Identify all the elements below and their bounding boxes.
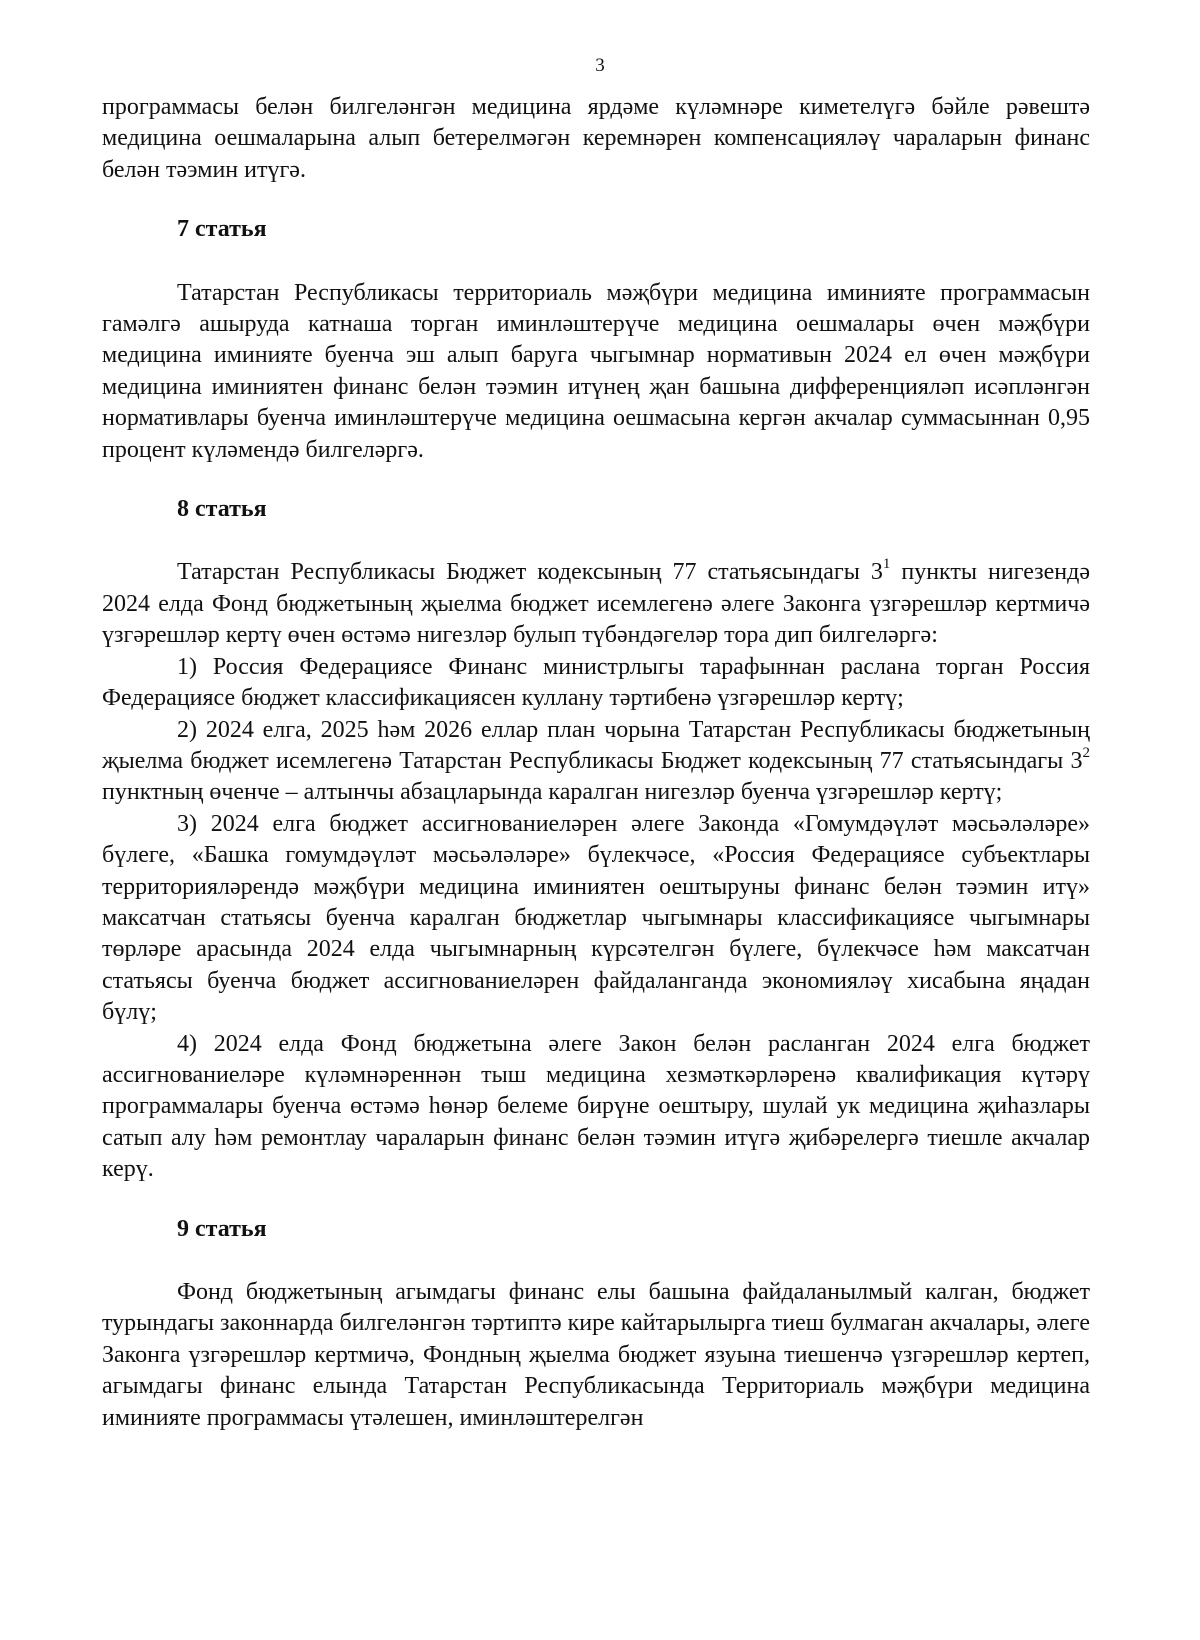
document-body [102,92,1090,1434]
article-8-item-2 [102,715,1090,809]
article-8-item-2-superscript: 2 [1082,744,1090,761]
article-8-item-4: 4) 2024 елда Фонд бюджетына әлеге Закон белән расланган 2024 елга бюджет ассигнованиеләре күләмнәреннән тыш медицина хезмәткәрләренә квалификация күтәрү программалары буенча өстәмә һөнәр белеме бирүне оештыру, шулай ук медицина җиһазлары сатып алу һәм ремонтлау чараларын финанс белән тәэмин итүгә җибәрелергә тиешле акчалар керү. [102,1030,1090,1183]
article-8-intro-text-cont: пункты нигезендә 2024 елда Фонд бюджетының җыелма бюджет исемлегенә әлеге Законга үзгәрешләр кертмичә үзгәрешләр кертү өчен өстәмә нигезләр булып түбәндәгеләр тора дип билгеләргә: [102,559,1090,649]
article-7-heading: 7 статья [177,216,267,243]
article-8-item-3: 3) 2024 елга бюджет ассигнованиеләрен әлеге Законда «Гомумдәүләт мәсьәләләре» бүлеге, «Башка гомумдәүләт мәсьәләләре» бүлекчәсе, «Россия Федерациясе субъектлары территорияләрендә мәҗбүри медицина иминиятен оештыруны финанс белән тәэмин итү» максатчан статьясы буенча каралган бюджетлар чыгымнары классификациясе чыгымнары төрләре арасында 2024 елда чыгымнарның күрсәтелгән бүлеге, бүлекчәсе һәм максатчан статьясы буенча бюджет ассигнованиеләрен файдаланганда экономияләү хисабына яңадан бүлү; [102,810,1090,1026]
article-8-item-2-text-cont: пунктның өченче – алтынчы абзацларында каралган нигезләр буенча үзгәрешләр кертү; [102,779,1003,806]
article-8-intro [102,557,1090,651]
article-9-heading: 9 статья [177,1215,267,1242]
article-7-paragraph: Татарстан Республикасы территориаль мәҗбүри медицина иминияте программасын гамәлгә ашыруда катнаша торган иминләштерүче медицина оешмалары өчен мәҗбүри медицина иминияте буенча эш алып баруга чыгымнар нормативын 2024 ел өчен мәҗбүри медицина иминиятен финанс белән тәэмин итүнең җан башына дифференцияләп исәпләнгән нормативлары буенча иминләштерүче медицина оешмасына кергән акчалар суммасыннан 0,95 процент күләмендә билгеләргә. [102,279,1090,463]
page-number: 3 [595,55,605,76]
article-8-item-2-text: 2) 2024 елга, 2025 һәм 2026 еллар план чорына Татарстан Республикасы бюджетының җыелма бюджет исемлегенә Татарстан Республикасы Бюджет кодексының 77 статьясындагы 3 [102,716,1090,774]
article-8-intro-superscript: 1 [882,556,891,573]
article-8-heading: 8 статья [177,496,267,523]
article-8-item-1: 1) Россия Федерациясе Финанс министрлыгы тарафыннан раслана торган Россия Федерациясе бюджет классификациясен куллану тәртибенә үзгәрешләр кертү; [102,653,1090,712]
article-9-paragraph: Фонд бюджетының агымдагы финанс елы башына файдаланылмый калган, бюджет турындагы законнарда билгеләнгән тәртиптә кире кайтарылырга тиеш булмаган акчалары, әлеге Законга үзгәрешләр кертмичә, Фондның җыелма бюджет язуына тиешенчә үзгәрешләр кертеп, агымдагы финанс елында Татарстан Республикасында Территориаль мәҗбүри медицина иминияте программасы үтәлешен, иминләштерелгән [102,1279,1090,1431]
intro-paragraph: программасы белән билгеләнгән медицина ярдәме күләмнәре киметелүгә бәйле рәвештә медицина оешмаларына алып бетерелмәгән керемнәрен компенсацияләү чараларын финанс белән тәэмин итүгә. [102,94,1090,183]
article-8-intro-text: Татарстан Республикасы Бюджет кодексының 77 статьясындагы 3 [177,559,883,586]
